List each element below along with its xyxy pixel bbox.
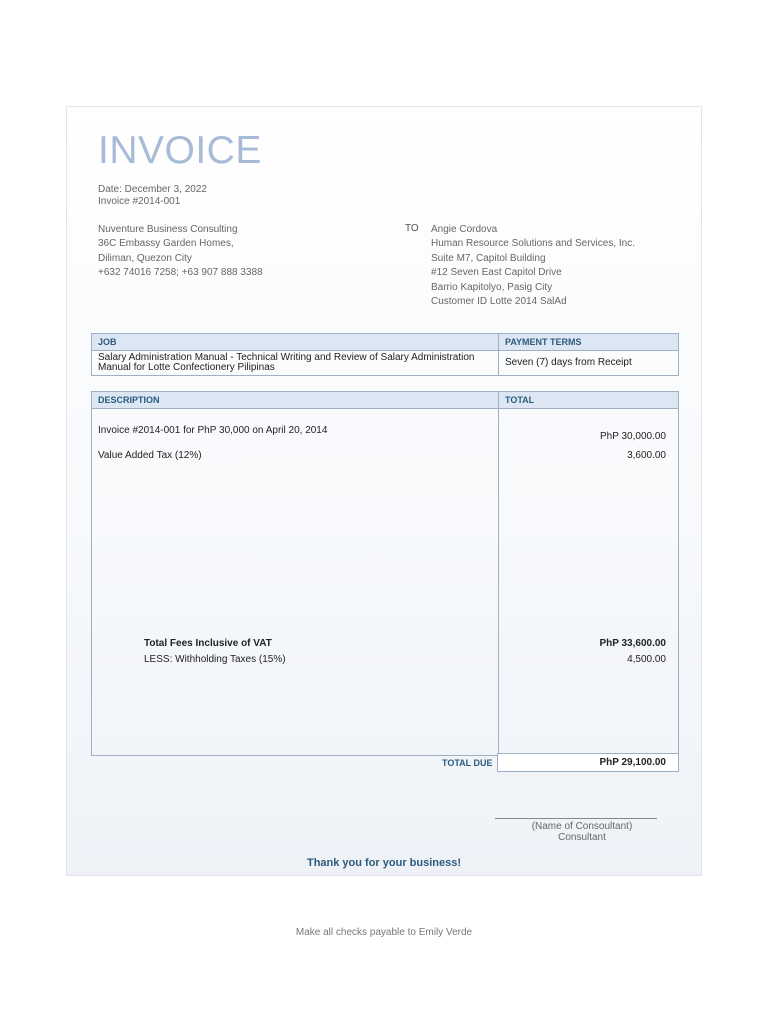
- sender-address: [98, 223, 263, 281]
- job-line: Manual for Lotte Confectionery Pilipinas: [98, 362, 275, 373]
- subtotal-label: Total Fees Inclusive of VAT: [144, 638, 272, 649]
- total-column: [499, 409, 679, 756]
- job-line: Salary Administration Manual - Technical Writing and Review of Salary Administration: [98, 352, 475, 363]
- sender-line: 36C Embassy Garden Homes,: [98, 238, 234, 250]
- invoice-title: INVOICE: [98, 129, 262, 172]
- consultant-role: Consultant: [558, 832, 606, 843]
- line-items-table: [91, 391, 679, 756]
- recipient-line: Suite M7, Capitol Building: [431, 252, 546, 264]
- total-due-value: PhP 29,100.00: [599, 757, 666, 768]
- sender-line: +632 74016 7258; +63 907 888 3388: [98, 267, 263, 279]
- job-description: [92, 351, 499, 376]
- withholding-label: LESS: Withholding Taxes (15%): [144, 654, 286, 665]
- job-header: JOB: [92, 334, 499, 351]
- recipient-line: Angie Cordova: [431, 224, 498, 235]
- recipient-line: Barrio Kapitolyo, Pasig City: [431, 281, 553, 293]
- item-total: PhP 30,000.00: [600, 431, 666, 442]
- checks-payable-note: Make all checks payable to Emily Verde: [295, 927, 473, 938]
- invoice-date: Date: December 3, 2022: [98, 184, 207, 195]
- item-description: Value Added Tax (12%): [98, 450, 202, 461]
- description-column: [92, 409, 499, 756]
- item-description: Invoice #2014-001 for PhP 30,000 on April 20, 2014: [98, 425, 328, 436]
- to-label: TO: [405, 223, 419, 234]
- total-header: TOTAL: [499, 392, 679, 409]
- sender-line: Diliman, Quezon City: [98, 252, 192, 264]
- thank-you-message: Thank you for your business!: [306, 857, 462, 869]
- signature-line: [495, 818, 657, 819]
- consultant-name: (Name of Consoultant): [531, 821, 633, 832]
- payment-terms: Seven (7) days from Receipt: [499, 351, 679, 376]
- subtotal-value: PhP 33,600.00: [599, 638, 666, 649]
- recipient-line: #12 Seven East Capitol Drive: [431, 267, 562, 279]
- payment-terms-header: PAYMENT TERMS: [499, 334, 679, 351]
- recipient-address: [431, 223, 635, 309]
- sender-line: Nuventure Business Consulting: [98, 224, 238, 235]
- total-due-box: [497, 753, 679, 772]
- description-header: DESCRIPTION: [92, 392, 499, 409]
- recipient-line: Customer ID Lotte 2014 SalAd: [431, 296, 567, 308]
- item-total: 3,600.00: [627, 450, 666, 461]
- recipient-line: Human Resource Solutions and Services, Inc.: [431, 238, 635, 250]
- invoice-page: [66, 106, 702, 876]
- invoice-meta: [98, 184, 207, 208]
- invoice-number: Invoice #2014-001: [98, 196, 181, 207]
- job-table: [91, 333, 679, 376]
- withholding-value: 4,500.00: [627, 654, 666, 665]
- total-due-label: TOTAL DUE: [442, 758, 493, 768]
